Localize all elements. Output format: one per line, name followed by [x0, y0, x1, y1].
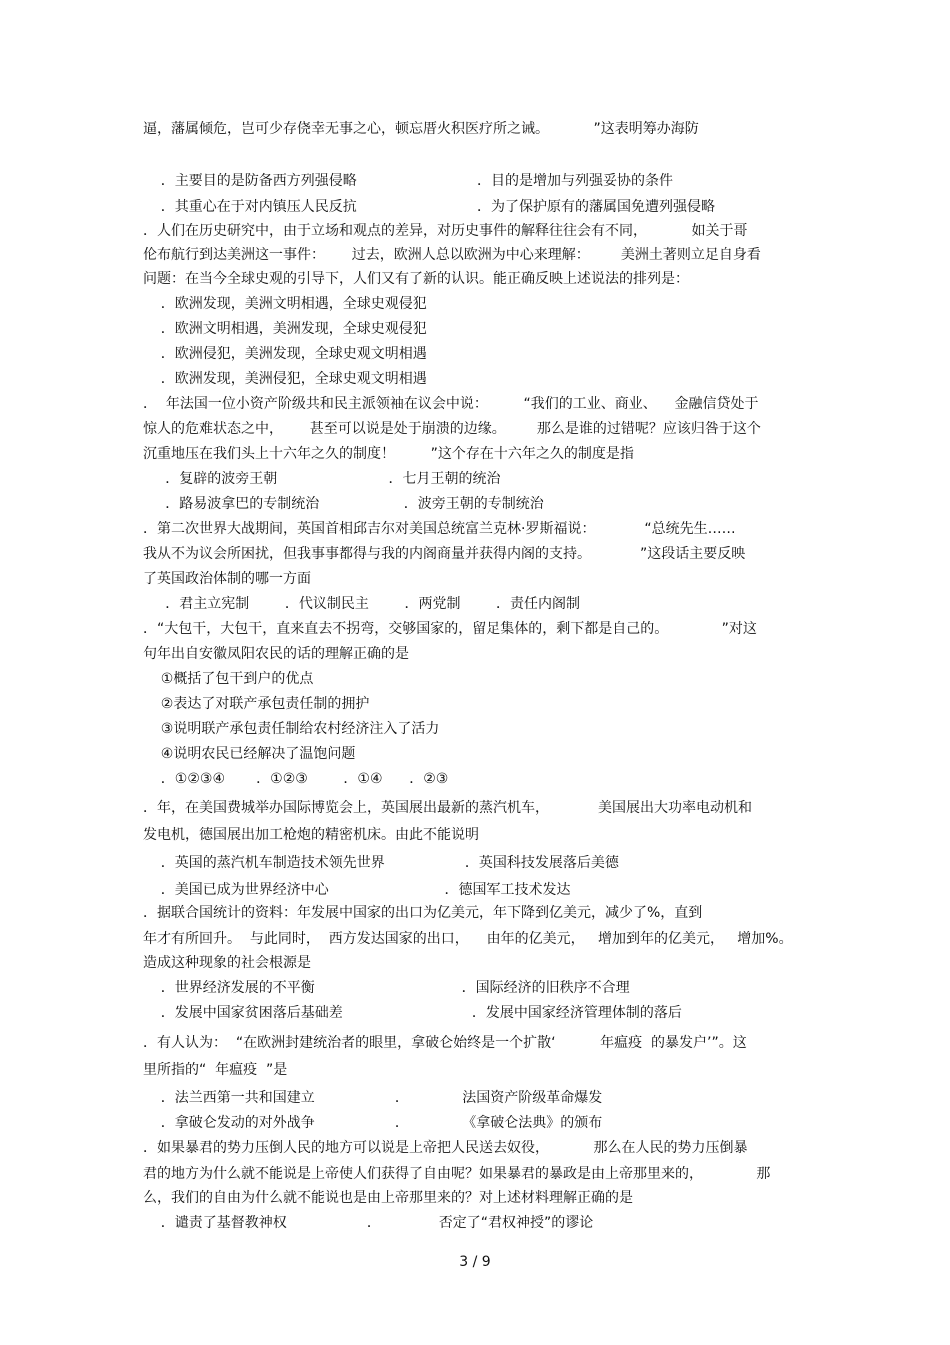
statement-item: ③说明联产承包责任制给农村经济注入了活力	[143, 721, 440, 737]
question-text: 造成这种现象的社会根源是	[143, 955, 311, 971]
answer-options: ．谴责了基督教神权 ． 否定了“君权神授”的谬论	[143, 1215, 594, 1231]
answer-option: ．欧洲发现，美洲文明相遇，全球史观侵犯	[143, 296, 427, 312]
answer-options: ．①②③④ ．①②③ ．①④ ．②③	[143, 771, 449, 787]
answer-options: ．世界经济发展的不平衡 ．国际经济的旧秩序不合理	[143, 980, 630, 996]
statement-item: ①概括了包干到户的优点	[143, 671, 314, 687]
question-text: 么，我们的自由为什么就不能说也是由上帝那里来的？对上述材料理解正确的是	[143, 1190, 633, 1206]
question-text: ．第二次世界大战期间，英国首相邱吉尔对美国总统富兰克林·罗斯福说： “总统先生……	[143, 521, 736, 537]
question-text: 了英国政治体制的哪一方面	[143, 571, 311, 587]
answer-options: ．英国的蒸汽机车制造技术领先世界 ．英国科技发展落后美德	[143, 855, 619, 871]
question-text: ．如果暴君的势力压倒人民的地方可以说是上帝把人民送去奴役， 那么在人民的势力压倒暴	[143, 1140, 748, 1156]
question-text: 惊人的危难状态之中， 甚至可以说是处于崩溃的边缘。 那么是谁的过错呢？应该归咎于这个	[143, 421, 761, 437]
answer-option: ．欧洲侵犯，美洲发现，全球史观文明相遇	[143, 346, 427, 362]
question-text: 句年出自安徽凤阳农民的话的理解正确的是	[143, 646, 409, 662]
text-line: 逼，藩属倾危，岂可少存侥幸无事之心，顿忘厝火积医疗所之诫。 ”这表明筹办海防	[143, 121, 699, 137]
answer-options: ．君主立宪制 ．代议制民主 ．两党制 ．责任内阁制	[143, 596, 581, 612]
answer-options: ．复辟的波旁王朝 ．七月王朝的统治	[143, 471, 501, 487]
question-text: 沉重地压在我们头上十六年之久的制度！ ”这个存在十六年之久的制度是指	[143, 446, 634, 462]
answer-option: ．欧洲发现，美洲侵犯，全球史观文明相遇	[143, 371, 427, 387]
question-text: 我从不为议会所困扰，但我事事都得与我的内阁商量并获得内阁的支持。 ”这段话主要反映	[143, 546, 746, 562]
answer-options: ．发展中国家贫困落后基础差 ．发展中国家经济管理体制的落后	[143, 1005, 682, 1021]
question-text: ．有人认为： “在欧洲封建统治者的眼里，拿破仑始终是一个扩散‘ 年瘟疫 的暴发户’”。这	[143, 1035, 747, 1051]
answer-options: ．美国已成为世界经济中心 ．德国军工技术发达	[143, 882, 571, 898]
question-text: 年才有所回升。 与此同时， 西方发达国家的出口， 由年的亿美元， 增加到年的亿美元， 增加%。	[143, 931, 793, 947]
question-text: 发电机，德国展出加工枪炮的精密机床。由此不能说明	[143, 827, 479, 843]
answer-options: ．其重心在于对内镇压人民反抗 ．为了保护原有的藩属国免遭列强侵略	[143, 199, 715, 215]
answer-options: ．主要目的是防备西方列强侵略 ．目的是增加与列强妥协的条件	[143, 173, 673, 189]
statement-item: ④说明农民已经解决了温饱问题	[143, 746, 356, 762]
question-text: 君的地方为什么就不能说是上帝使人们获得了自由呢？如果暴君的暴政是由上帝那里来的， 那	[143, 1166, 771, 1182]
question-text: ． 年法国一位小资产阶级共和民主派领袖在议会中说： “我们的工业、商业、 金融信贷处于	[143, 396, 759, 412]
page-number: 3 / 9	[459, 1254, 491, 1270]
question-text: 伦布航行到达美洲这一事件： 过去，欧洲人总以欧洲为中心来理解： 美洲土著则立足自身看	[143, 247, 761, 263]
question-text: 问题：在当今全球史观的引导下，人们又有了新的认识。能正确反映上述说法的排列是：	[143, 271, 689, 287]
question-text: ．据联合国统计的资料：年发展中国家的出口为亿美元，年下降到亿美元，减少了%，直到	[143, 905, 703, 921]
answer-option: ．欧洲文明相遇，美洲发现，全球史观侵犯	[143, 321, 427, 337]
answer-options: ．法兰西第一共和国建立 ． 法国资产阶级革命爆发	[143, 1090, 603, 1106]
question-text: 里所指的“ 年瘟疫 ”是	[143, 1062, 288, 1078]
statement-item: ②表达了对联产承包责任制的拥护	[143, 696, 370, 712]
question-text: ．“大包干，大包干，直来直去不拐弯，交够国家的，留足集体的，剩下都是自己的。 ”对这	[143, 621, 757, 637]
answer-options: ．路易波拿巴的专制统治 ．波旁王朝的专制统治	[143, 496, 544, 512]
answer-options: ．拿破仑发动的对外战争 ． 《拿破仑法典》的颁布	[143, 1115, 603, 1131]
question-text: ．人们在历史研究中，由于立场和观点的差异，对历史事件的解释往往会有不同， 如关于哥	[143, 223, 748, 239]
question-text: ．年，在美国费城举办国际博览会上，英国展出最新的蒸汽机车， 美国展出大功率电动机和	[143, 800, 752, 816]
